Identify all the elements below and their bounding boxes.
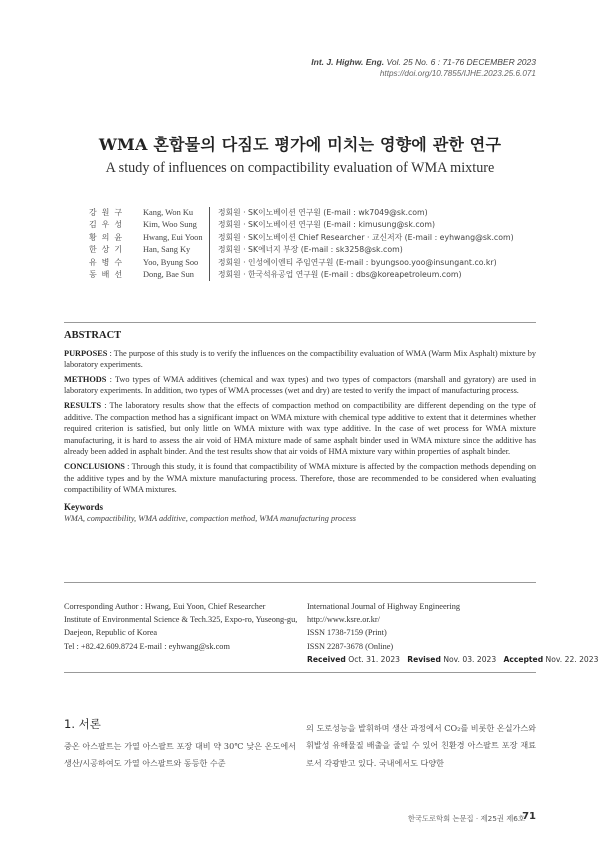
author-korean-name: 유 병 수 [89, 257, 124, 267]
abstract-conclusions [64, 461, 536, 496]
author-english-name: Yoo, Byung Soo [143, 257, 199, 267]
journal-name: International Journal of Highway Engineering [307, 602, 460, 611]
author-korean-name: 김 우 성 [89, 220, 124, 230]
author-english-name: Dong, Bae Sun [143, 270, 194, 280]
contact-info: Tel : +82.42.609.8724 E-mail : eyhwang@sk.com [64, 641, 230, 651]
author-korean-name: 황 의 윤 [89, 232, 124, 242]
results-label: RESULTS [64, 400, 102, 410]
author-korean-name: 강 원 구 [89, 208, 124, 217]
keywords-list: WMA, compactibility, WMA additive, compaction method, WMA manufacturing process [64, 514, 357, 524]
journal-volume: Vol. 25 No. 6 : 71-76 DECEMBER 2023 [384, 57, 536, 67]
journal-info-block [307, 600, 598, 666]
author-english-name: Han, Sang Ky [143, 245, 191, 255]
journal-abbrev: Int. J. Highw. Eng. [311, 57, 385, 67]
author-row [89, 232, 514, 244]
title-korean: WMA 혼합물의 다짐도 평가에 미치는 영향에 관한 연구 [98, 135, 502, 154]
keywords-heading: Keywords [64, 501, 103, 512]
doi-link[interactable]: https://doi.org/10.7855/IJHE.2023.25.6.071 [379, 69, 536, 78]
abstract-top-rule [64, 322, 536, 323]
conclusions-label: CONCLUSIONS [64, 461, 125, 471]
author-list [89, 207, 514, 281]
results-text: : The laboratory results show that the effects of compaction method on compactibility are different depending on the type of additive. The compaction method has a significant impact on WMA mixture with chemical type additive to extent that it determines whether required criterion is satisfied, but only little on WMA mixture with wax type additive. In the case of wet process for WMA mixture manufacturing, it is hard to assess the air void of HMA mixture made of same asphalt binder used in WMA mixture since the additive has already been added in asphalt binder. And the test results show that air voids of HMA mixture vary within properties of asphalt binder. [64, 400, 536, 457]
accepted-label: Accepted [503, 654, 544, 664]
institute-address: Institute of Environmental Science & Tech.325, Expo-ro, Yuseong-gu, [64, 615, 298, 625]
author-korean-name: 한 상 기 [89, 245, 124, 255]
author-row [89, 207, 514, 219]
author-row [89, 219, 514, 231]
author-affiliation: 정회원 · 한국석유공업 연구원 (E-mail : dbs@koreapetroleum.com) [218, 270, 462, 280]
author-row [89, 269, 514, 281]
issn-online: ISSN 2287-3678 (Online) [307, 641, 394, 651]
title-english: A study of influences on compactibility evaluation of WMA mixture [105, 160, 495, 176]
body-column-left: 중온 아스팔트는 가열 아스팔트 포장 대비 약 30℃ 낮은 온도에서 생산/시공하여도 가열 아스팔트와 동등한 수준 [64, 741, 296, 769]
info-bottom-rule [64, 672, 536, 673]
abstract-bottom-rule [64, 582, 536, 583]
purposes-text: : The purpose of this study is to verify the influences on the compactibility evaluation of WMA (Warm Mix Asphalt) mixture by laboratory experiments. [64, 348, 536, 370]
author-english-name: Kang, Won Ku [143, 208, 194, 217]
section-title: 1. 서론 [64, 717, 101, 731]
corresponding-author-block [64, 600, 297, 653]
abstract-purposes [64, 348, 536, 371]
revised-label: Revised [407, 654, 441, 664]
author-divider [209, 219, 210, 231]
author-divider [209, 244, 210, 256]
author-affiliation: 정회원 · 인성에이엔티 주임연구원 (E-mail : byungsoo.yoo@insungant.co.kr) [218, 257, 497, 267]
author-affiliation: 정회원 · SK이노베이션 Chief Researcher · 교신저자 (E-mail : eyhwang@sk.com) [218, 232, 514, 242]
author-affiliation: 정회원 · SK에너지 부장 (E-mail : sk3258@sk.com) [218, 245, 403, 255]
body-column-right: 의 도로성능을 발휘하며 생산 과정에서 CO₂를 비롯한 온실가스와 휘발성 유해물질 배출을 줄일 수 있어 친환경 아스팔트 포장 재료로서 각광받고 있다. 국내에서도 다양한 [306, 723, 536, 768]
author-row [89, 244, 514, 256]
author-affiliation: 정회원 · SK이노베이션 연구원 (E-mail : kimusung@sk.com) [218, 220, 436, 230]
journal-url[interactable]: http://www.ksre.or.kr/ [307, 615, 380, 625]
author-divider [209, 257, 210, 269]
author-affiliation: 정회원 · SK이노베이션 연구원 (E-mail : wk7049@sk.com) [218, 208, 428, 217]
page-number: 71 [522, 811, 536, 822]
journal-header [311, 56, 536, 80]
methods-text: : Two types of WMA additives (chemical and wax types) and two types of compactors (marshall and gyratory) are used in laboratory experiments. In addition, two types of WMA processes (wet and dry) are tested to verify the impact of manufacturing process. [64, 374, 536, 396]
footer-journal: 한국도로학회 논문집 · 제25권 제6호 [407, 814, 525, 823]
abstract-results [64, 400, 536, 458]
author-divider [209, 232, 210, 244]
city-country: Daejeon, Republic of Korea [64, 628, 158, 638]
author-english-name: Hwang, Eui Yoon [143, 232, 203, 242]
author-divider [209, 269, 210, 281]
received-date: Oct. 31. 2023 [345, 654, 400, 664]
author-row [89, 257, 514, 269]
abstract-section [64, 330, 536, 525]
abstract-methods [64, 374, 536, 397]
article-dates [307, 653, 598, 666]
author-english-name: Kim, Woo Sung [143, 220, 197, 230]
methods-label: METHODS [64, 374, 107, 384]
purposes-label: PURPOSES [64, 348, 108, 358]
abstract-heading: ABSTRACT [64, 330, 122, 341]
accepted-date: Nov. 22. 2023 [543, 654, 599, 664]
author-korean-name: 동 배 선 [89, 270, 124, 280]
issn-print: ISSN 1738-7159 (Print) [307, 628, 387, 638]
corresponding-author: Corresponding Author : Hwang, Eui Yoon, Chief Researcher [64, 602, 266, 611]
journal-citation [311, 56, 536, 68]
author-divider [209, 207, 210, 219]
received-label: Received [307, 654, 346, 664]
conclusions-text: : Through this study, it is found that compactibility of WMA mixture is affected by the compaction methods depending on the additive types and by the WMA mixture manufacturing process. Therefore, those are recommended to be considered when evaluating compactibility of WMA mixtures. [64, 461, 536, 495]
revised-date: Nov. 03. 2023 [440, 654, 497, 664]
